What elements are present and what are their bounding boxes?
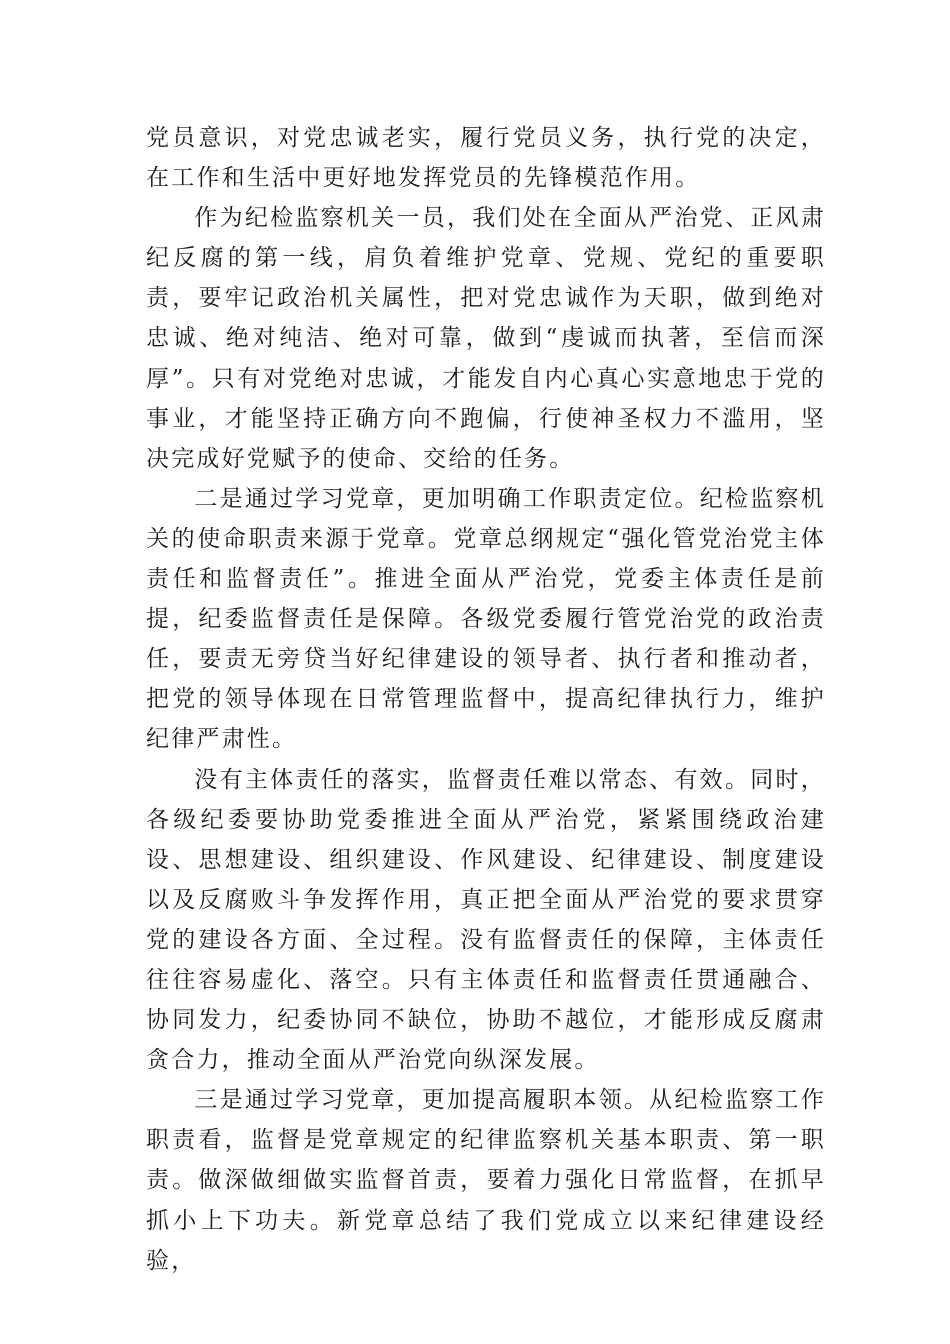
document-body [146, 118, 826, 1281]
paragraph-continuation: 党员意识，对党忠诚老实，履行党员义务，执行党的决定，在工作和生活中更好地发挥党员的先锋模范作用。 [146, 125, 826, 192]
paragraph-supervision-responsibility: 没有主体责任的落实，监督责任难以常态、有效。同时，各级纪委要协助党委推进全面从严治党，紧紧围绕政治建设、思想建设、组织建设、作风建设、纪律建设、制度建设以及反腐败斗争发挥作用，真正把全面从严治党的要求贯穿党的建设各方面、全过程。没有监督责任的保障，主体责任往往容易虚化、落空。只有主体责任和监督责任贯通融合、协同发力，纪委协同不缺位，协助不越位，才能形成反腐肃贪合力，推动全面从严治党向纵深发展。 [146, 766, 826, 1074]
paragraph-performance-ability: 三是通过学习党章，更加提高履职本领。从纪检监察工作职责看，监督是党章规定的纪律监察机关基本职责、第一职责。做深做细做实监督首责，要着力强化日常监督，在抓早抓小上下功夫。新党章总结了我们党成立以来纪律建设经验， [146, 1087, 826, 1274]
paragraph-loyalty: 作为纪检监察机关一员，我们处在全面从严治党、正风肃纪反腐的第一线，肩负着维护党章、党规、党纪的重要职责，要牢记政治机关属性，把对党忠诚作为天职，做到绝对忠诚、绝对纯洁、绝对可靠，做到“虔诚而执著，至信而深厚”。只有对党绝对忠诚，才能发自内心真心实意地忠于党的事业，才能坚持正确方向不跑偏，行使神圣权力不滥用，坚决完成好党赋予的使命、交给的任务。 [146, 205, 826, 472]
paragraph-duty-positioning: 二是通过学习党章，更加明确工作职责定位。纪检监察机关的使命职责来源于党章。党章总纲规定“强化管党治党主体责任和监督责任”。推进全面从严治党，党委主体责任是前提，纪委监督责任是保障。各级党委履行管党治党的政治责任，要责无旁贷当好纪律建设的领导者、执行者和推动者，把党的领导体现在日常管理监督中，提高纪律执行力，维护纪律严肃性。 [146, 485, 826, 753]
